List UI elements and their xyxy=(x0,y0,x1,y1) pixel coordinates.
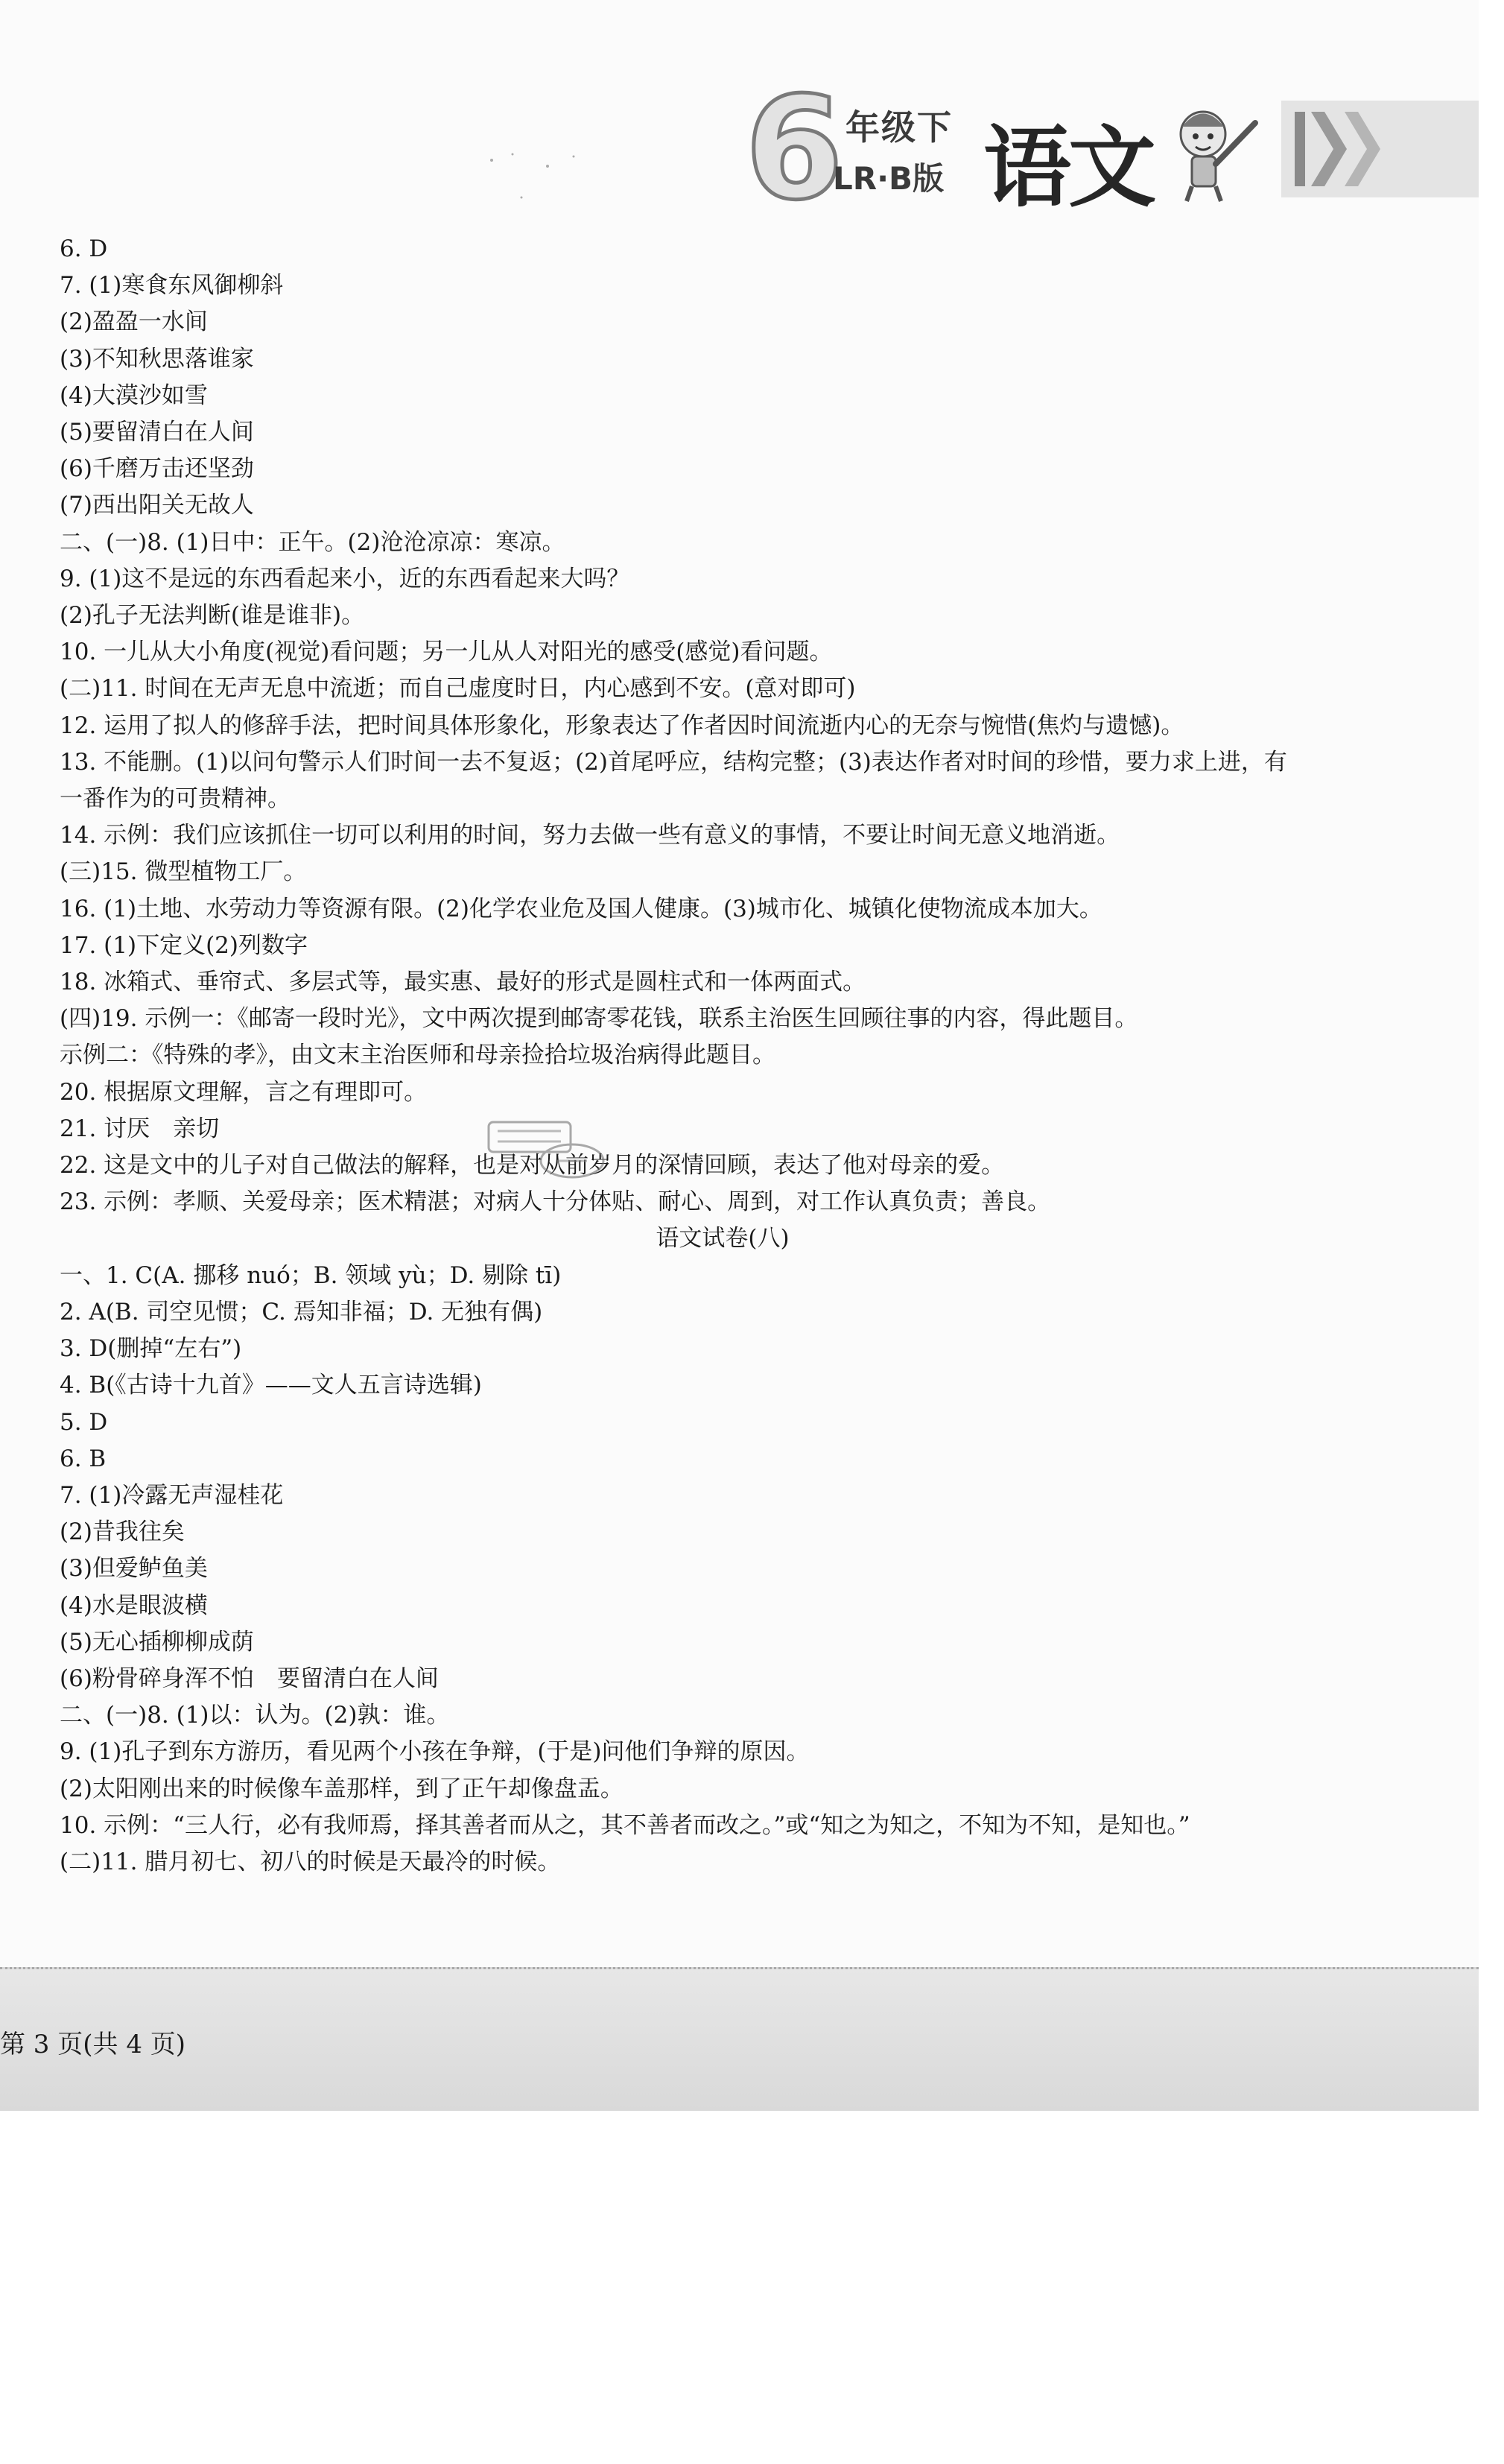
answer-line: (二)11. 腊月初七、初八的时候是天最冷的时候。 xyxy=(60,1848,561,1875)
print-specks xyxy=(477,138,596,212)
grade-number: 6 xyxy=(745,66,844,231)
answer-line: 7. (1)冷露无声湿桂花 xyxy=(60,1481,284,1509)
answer-line: (4)大漠沙如雪 xyxy=(60,381,208,409)
answer-line: (2)孔子无法判断(谁是谁非)。 xyxy=(60,602,365,630)
answer-line: 18. 冰箱式、垂帘式、多层式等，最实惠、最好的形式是圆柱式和一体两面式。 xyxy=(60,969,866,996)
answer-line: 12. 运用了拟人的修辞手法，把时间具体形象化，形象表达了作者因时间流逝内心的无奈与惋惜(焦灼与遗憾)。 xyxy=(60,712,1184,739)
answer-line: 10. 一儿从大小角度(视觉)看问题；另一儿从人对阳光的感受(感觉)看问题。 xyxy=(60,639,833,666)
answer-line: (5)要留清白在人间 xyxy=(60,419,254,446)
answer-line: 2. A(B. 司空见惯；C. 焉知非福；D. 无独有偶) xyxy=(60,1298,543,1326)
answer-line: (4)水是眼波横 xyxy=(60,1592,208,1619)
answer-line: 6. D xyxy=(60,235,108,262)
mascot-icon xyxy=(1158,93,1270,205)
answer-line: (6)千磨万击还坚劲 xyxy=(60,455,254,483)
answer-line: 7. (1)寒食东风御柳斜 xyxy=(60,272,284,300)
answer-line: 9. (1)这不是远的东西看起来小，近的东西看起来大吗？ xyxy=(60,565,630,592)
answer-line: (7)西出阳关无故人 xyxy=(60,492,254,519)
answer-line: 示例二：《特殊的孝》，由文末主治医师和母亲捡拾垃圾治病得此题目。 xyxy=(60,1042,775,1069)
answer-line: (2)昔我往矣 xyxy=(60,1518,185,1546)
answer-line: (2)盈盈一水间 xyxy=(60,308,208,336)
answer-line: 22. 这是文中的儿子对自己做法的解释，也是对从前岁月的深情回顾，表达了他对母亲的爱。 xyxy=(60,1152,1005,1179)
section-title: 语文试卷(八) xyxy=(656,1225,790,1252)
answer-line: 3. D(删掉“左右”) xyxy=(60,1335,242,1363)
answer-line: (3)但爱鲈鱼美 xyxy=(60,1555,208,1583)
answer-line: (二)11. 时间在无声无息中流逝；而自己虚度时日，内心感到不安。(意对即可) xyxy=(60,675,856,703)
answer-line: 23. 示例：孝顺、关爱母亲；医术精湛；对病人十分体贴、耐心、周到，对工作认真负责；善良。 xyxy=(60,1188,1051,1216)
page-number: 第 3 页(共 4 页) xyxy=(0,2030,186,2059)
answer-content xyxy=(60,231,1289,1881)
answer-line: 10. 示例：“三人行，必有我师焉，择其善者而从之，其不善者而改之。”或“知之为知之，不知为不知，是知也。” xyxy=(60,1811,1190,1839)
footer-band xyxy=(0,1967,1479,2111)
answer-line: (三)15. 微型植物工厂。 xyxy=(60,858,307,886)
answer-line: 5. D xyxy=(60,1408,108,1436)
edition-label: LR·B版 xyxy=(833,160,945,197)
answer-line: (5)无心插柳柳成荫 xyxy=(60,1628,254,1656)
answer-line: 9. (1)孔子到东方游历，看见两个小孩在争辩，(于是)问他们争辩的原因。 xyxy=(60,1738,810,1766)
publisher-logo-icon xyxy=(1281,101,1479,197)
page-header xyxy=(745,66,1479,231)
answer-line: 一、1. C(A. 挪移 nuó；B. 领域 yù；D. 剔除 tī) xyxy=(60,1261,562,1289)
answer-line: 二、(一)8. (1)以：认为。(2)孰：谁。 xyxy=(60,1702,450,1729)
answer-line: 6. B xyxy=(60,1445,107,1472)
subject-title: 语文 xyxy=(983,116,1154,219)
answer-line: 20. 根据原文理解，言之有理即可。 xyxy=(60,1078,428,1106)
answer-line: (2)太阳刚出来的时候像车盖那样，到了正午却像盘盂。 xyxy=(60,1775,624,1802)
answer-line: 17. (1)下定义(2)列数字 xyxy=(60,931,308,959)
grade-label: 年级下 xyxy=(845,107,953,148)
answer-line: 4. B(《古诗十九首》——文人五言诗选辑) xyxy=(60,1372,482,1399)
answer-line: 16. (1)土地、水劳动力等资源有限。(2)化学农业危及国人健康。(3)城市化、城镇化使物流成本加大。 xyxy=(60,895,1102,922)
answer-line: 二、(一)8. (1)日中：正午。(2)沧沧凉凉：寒凉。 xyxy=(60,528,565,556)
answer-line: 21. 讨厌 亲切 xyxy=(60,1115,220,1142)
answer-line: (3)不知秋思落谁家 xyxy=(60,345,254,373)
answer-line: 14. 示例：我们应该抓住一切可以利用的时间，努力去做一些有意义的事情，不要让时间无意义地消逝。 xyxy=(60,822,1120,849)
answer-line: (四)19. 示例一：《邮寄一段时光》，文中两次提到邮寄零花钱，联系主治医生回顾往事的内容，得此题目。 xyxy=(60,1005,1138,1033)
answer-line: 13. 不能删。(1)以问句警示人们时间一去不复返；(2)首尾呼应，结构完整；(3)表达作者对时间的珍惜，要力求上进，有一番作为的可贵精神。 xyxy=(60,748,1287,813)
answer-line: (6)粉骨碎身浑不怕 要留清白在人间 xyxy=(60,1665,439,1692)
seal-stamp-icon xyxy=(483,1118,617,1181)
